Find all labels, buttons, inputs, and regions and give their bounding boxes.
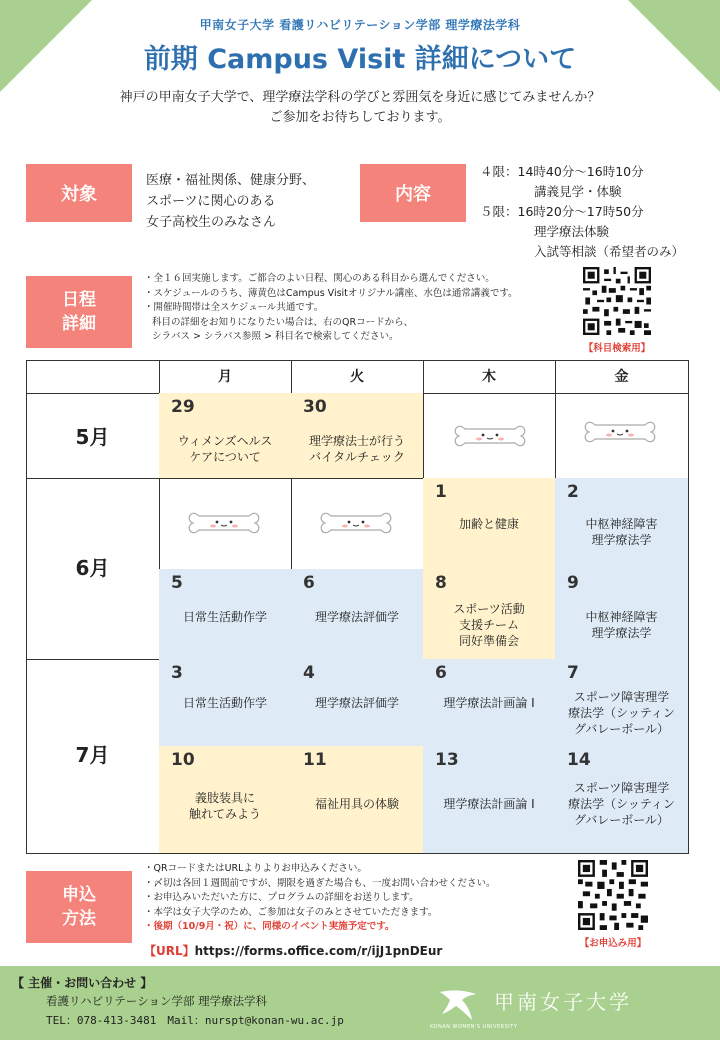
session-date: 2: [567, 482, 579, 502]
calendar-session[interactable]: [291, 746, 424, 854]
empty-day-cell: [423, 393, 556, 479]
bone-character-icon: [319, 506, 393, 540]
session-title: 理学療法評価学: [314, 696, 399, 710]
month-label: 5月: [75, 425, 110, 449]
session-title: 福祉用具の体験: [314, 797, 399, 811]
calendar-session[interactable]: [423, 659, 556, 747]
university-logo-icon: [436, 982, 480, 1026]
session-date: 1: [435, 482, 447, 502]
session-date: 29: [171, 397, 195, 417]
apply-label-line: 方法: [62, 909, 96, 929]
url-label: 【URL】: [144, 944, 195, 958]
calendar-session[interactable]: [291, 569, 424, 660]
target-label: 対象: [26, 164, 132, 222]
session-title: 中枢神経障害 理学療法学: [585, 517, 658, 547]
session-title: スポーツ障害理学 療法学（シッティン グバレーボール）: [568, 781, 675, 827]
session-date: 3: [171, 663, 183, 683]
weekday-header: 月: [159, 360, 292, 394]
target-line: 医療・福祉関係、健康分野、: [146, 173, 316, 188]
calendar-session[interactable]: [159, 569, 292, 660]
weekday-header: 金: [555, 360, 689, 394]
university-name-en: KONAN WOMEN'S UNIVERSITY: [430, 1024, 518, 1030]
apply-note: ・お申込みいただいた方に、プログラムの詳細をお送りします。: [144, 892, 419, 903]
calendar-corner-cell: [26, 360, 160, 394]
schedule-notes: [144, 272, 574, 345]
contact-info: TEL：078-413-3481 Mail：nurspt@konan-wu.ac.jp: [46, 1014, 344, 1027]
bone-character-icon: [583, 415, 657, 449]
schedule-note: ・全１６回実施します。ご都合のよい日程、関心のある科目から選んでください。: [144, 273, 495, 284]
session-date: 13: [435, 750, 459, 770]
bone-character-icon: [187, 506, 261, 540]
content-description: [480, 162, 712, 262]
schedule-note: シラバス > シラバス参照 > 科目名で検索してください。: [152, 331, 399, 342]
calendar-session[interactable]: [555, 746, 689, 854]
calendar-session[interactable]: [159, 746, 292, 854]
calendar-session[interactable]: [423, 478, 556, 570]
month-cell-june: [26, 478, 160, 660]
month-cell-may: [26, 393, 160, 479]
period-5-time: ５限：16時20分～17時50分: [480, 204, 644, 219]
session-title: スポーツ活動 支援チーム 同好準備会: [453, 602, 525, 648]
apply-notes: [144, 862, 564, 935]
department-subtitle: 甲南女子大学 看護リハビリテーション学部 理学療法学科: [199, 18, 521, 32]
period-5-consultation: 入試等相談（希望者のみ）: [534, 244, 685, 259]
calendar-session[interactable]: [555, 659, 689, 747]
bone-character-icon: [453, 419, 527, 453]
session-title: 理学療法評価学: [314, 610, 399, 624]
month-label: 6月: [75, 556, 110, 580]
apply-qr-caption: 【お申込み用】: [579, 938, 647, 949]
syllabus-qr-caption: 【科目検索用】: [583, 343, 651, 354]
month-label: 7月: [75, 743, 110, 767]
autumn-event-note: ・後期（10/9月・祝）に、同様のイベント実施予定です。: [144, 921, 395, 932]
period-4-time: ４限：14時40分～16時10分: [480, 164, 644, 179]
apply-url-line: [144, 942, 442, 959]
content-label: 内容: [360, 164, 466, 222]
session-title: ウィメンズヘルス ケアについて: [177, 434, 273, 464]
calendar-session[interactable]: [291, 393, 424, 479]
intro-text: [0, 88, 720, 128]
session-date: 11: [303, 750, 327, 770]
session-date: 30: [303, 397, 327, 417]
schedule-label-line: 詳細: [62, 314, 96, 334]
session-title: 義肢装具に 触れてみよう: [188, 791, 261, 821]
period-5-activity: 理学療法体験: [534, 224, 610, 239]
apply-label: [26, 871, 132, 943]
apply-label-line: 申込: [62, 885, 96, 905]
target-line: 女子高校生のみなさん: [146, 215, 277, 230]
session-title: 日常生活動作学: [182, 696, 267, 710]
page-title: 前期 Campus Visit 詳細について: [143, 44, 577, 75]
session-title: 日常生活動作学: [182, 610, 267, 624]
apply-qr-code-icon[interactable]: [578, 860, 648, 930]
university-name: 甲南女子大学: [494, 990, 632, 1014]
session-date: 6: [303, 573, 315, 593]
calendar-session[interactable]: [291, 659, 424, 747]
session-date: 10: [171, 750, 195, 770]
session-title: 理学療法士が行う バイタルチェック: [308, 434, 405, 464]
apply-note: ・本学は女子大学のため、ご参加は女子のみとさせていただきます。: [144, 906, 438, 918]
intro-line-1: 神戸の甲南女子大学で、理学療法学科の学びと雰囲気を身近に感じてみませんか？: [119, 90, 601, 105]
header: [0, 16, 720, 76]
session-date: 9: [567, 573, 579, 593]
apply-url-link[interactable]: https://forms.office.com/r/ijJ1pnDEur: [194, 944, 443, 958]
apply-note: ・QRコードまたはURLよりよりお申込みください。: [144, 863, 367, 874]
calendar-session[interactable]: [555, 478, 689, 570]
period-4-activity: 講義見学・体験: [534, 184, 622, 199]
organizer-department: 看護リハビリテーション学部 理学療法学科: [46, 994, 268, 1008]
schedule-note: ・開催時間帯は全スケジュール共通です。: [144, 302, 324, 313]
calendar-session[interactable]: [159, 659, 292, 747]
empty-day-cell: [555, 393, 689, 479]
session-title: 理学療法計画論 I: [443, 797, 535, 811]
schedule-label-line: 日程: [62, 290, 96, 310]
empty-day-cell: [159, 478, 292, 570]
session-title: スポーツ障害理学 療法学（シッティン グバレーボール）: [568, 690, 675, 736]
organizer-heading: 【 主催・お問い合わせ 】: [12, 976, 153, 990]
schedule-calendar: [26, 360, 689, 854]
schedule-label: [26, 276, 132, 348]
session-date: 14: [567, 750, 591, 770]
session-title: 理学療法計画論 I: [443, 696, 535, 710]
schedule-note: 科目の詳細をお知りになりたい場合は、右のQRコードから、: [152, 316, 414, 328]
session-title: 加齢と健康: [458, 517, 519, 531]
session-date: 7: [567, 663, 579, 683]
schedule-note: ・スケジュールのうち、薄黄色はCampus Visitオリジナル講座、水色は通常講義です。: [144, 287, 518, 299]
session-date: 8: [435, 573, 447, 593]
syllabus-qr-code-icon[interactable]: [583, 267, 651, 335]
calendar-session[interactable]: [423, 746, 556, 854]
footer: [0, 966, 720, 1040]
target-description: [146, 170, 315, 233]
weekday-header: 火: [291, 360, 424, 394]
empty-day-cell: [291, 478, 424, 570]
calendar-session[interactable]: [159, 393, 292, 479]
session-title: 中枢神経障害 理学療法学: [585, 610, 658, 640]
month-cell-july: [26, 659, 160, 854]
apply-note: ・〆切は各回１週間前ですが、期限を過ぎた場合も、一度お問い合わせください。: [144, 877, 496, 889]
session-date: 5: [171, 573, 183, 593]
intro-line-2: ご参加をお待ちしております。: [269, 110, 451, 125]
weekday-header: 木: [423, 360, 556, 394]
calendar-session[interactable]: [423, 569, 556, 660]
calendar-session[interactable]: [555, 569, 689, 660]
target-line: スポーツに関心のある: [146, 194, 276, 209]
session-date: 4: [303, 663, 315, 683]
session-date: 6: [435, 663, 447, 683]
